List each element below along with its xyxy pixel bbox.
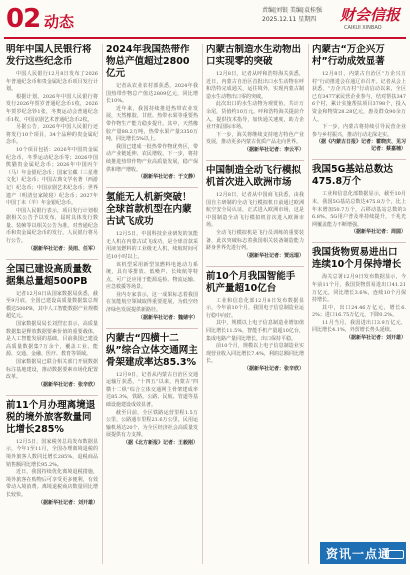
article-paragraph: 工业和信息化部12月8日发布数据显示，今年前10个月，我国电子信息制造业运行稳中向好。 (206, 297, 304, 319)
article-divider (6, 395, 98, 396)
column-1 (6, 44, 98, 564)
article-paragraph: 工业和信息化部数据显示，截至10月末，我国5G基站总数达475.8万个，比上年末增加50.7万个，占移动基站总数的36.8%。5G用户普及率持续提升，千兆光网覆盖能力不断增强。 (312, 191, 406, 228)
article-paragraph: 海关总署12月9日发布数据显示，今年前11个月，我国货物贸易进出口41.21万亿元，同比增长3.6%，连续10个月保持增长。 (312, 274, 406, 304)
article (312, 247, 406, 342)
header-info (262, 6, 322, 24)
column-divider (308, 44, 309, 564)
article-paragraph: 12月5日，国家税务总局发布数据显示，今年1至11月，全国办理离境退税的境外旅客人数同比增长285%，退税商品销售额同比增长95.2%。 (6, 438, 98, 468)
article-paragraph: 该机型采用新型氢燃料电池动力系统，具有零排放、低噪声、长续航等特点，可广泛应用于能源巡检、物流运输、应急救援等场景。 (106, 261, 198, 291)
article-paragraph: 记者从农业农村部获悉，2024年我国热带作物总产值达2809亿元，同比增长10%。 (106, 83, 198, 105)
article-divider (6, 259, 98, 260)
article-credit: （据新华社记者：魏婧宇） (137, 314, 198, 321)
article-paragraph: 中国人民银行表示，项目发行计划根据相关公告予以发布，届时具体发行数量、装帧等以相关公告为准。对普通纪念币和贵金属纪念币的发行，人民银行将另行公告。 (6, 207, 98, 245)
article-paragraph: 前10个月，规模以上电子信息制造业实现营业收入同比增长7.4%，利润总额同比增长。 (206, 343, 304, 365)
masthead-logo-subtitle: CAIKUI XINBAO (344, 25, 382, 31)
article-credit: （据《北方新报》记者：王毅刚） (122, 440, 198, 446)
article-credit: （据新华社记者：周圆） (350, 229, 406, 236)
article-paragraph: 此次出口的水生动物为观赏鱼，共计万余尾，货值约10万元。呼和浩特海关提前介入，提供技术指导，加快通关速度，助力企业开拓国际市场。 (206, 101, 304, 131)
column-4 (312, 44, 406, 538)
page-number: 02 (6, 4, 41, 34)
article-paragraph: 我国已建成一批热带作物优势区，带动产业链延伸、农民增收。下一步，将持续推进热带作物产业高质量发展，稳产保供和增产增收。 (106, 143, 198, 173)
article-credit: （据《内蒙古日报》记者：霍晓庆、见习记者：蔡嘉楠） (315, 139, 406, 153)
article-paragraph: 其中，出口24.46万亿元，增长6.2%；进口16.75万亿元，下降0.2%。 (312, 304, 406, 319)
article (312, 44, 406, 153)
article-paragraph: 全动飞行模拟机是飞行员训练的重要装备，此次突破标志着我国相关装备制造能力跻身世界先进行列。 (206, 229, 304, 252)
date-line: 2025.12.11 星期四 (262, 16, 317, 23)
article-credit: （据新华社记者：贾远琨） (243, 252, 304, 259)
article-paragraph: 近日，我国持续优化离境退税措施，境外旅客在购物后可享受更多便利，有效带动入境消费。离境退税商店数量同比增长较快。 (6, 469, 98, 498)
article-paragraph: 业内专家表示，这一成果标志着我国在氢能航空领域取得重要进展，为低空经济绿色发展提供新路径。 (106, 291, 198, 314)
article-title: 2024年我国热带作物总产值超过2800亿元 (106, 44, 190, 79)
editor-line: 责编|刘银 美编|袁桂强 (262, 7, 322, 14)
column-3 (206, 44, 304, 564)
article-credit: （据新华社记者：刘开雄） (345, 335, 406, 342)
article (6, 400, 98, 507)
article-paragraph: 11月当月，我国进出口3.9万亿元，同比增长4.1%，外贸增长势头延续。 (312, 319, 406, 334)
article (206, 271, 304, 373)
article-paragraph: 10个项目包括：2026年中国贵金属纪念币，冬季运动纪念币等；2026中国熊猫贵金属纪念币；2026年中国丙午（马）年金银纪念币；国家宝藏（三星堆文化）纪念币；中国古典文学名著（西游记）纪念币；中国京剧艺术纪念币；世界遗产（明清皇家陵寝）纪念币；2027年中国丁未（羊）年金银纪念币。 (6, 146, 98, 207)
article (6, 264, 98, 389)
article-paragraph: 根据计划，2026年中国人民银行将发行2026年贺岁普通纪念币1枚，2026年贺岁纪念钞1张，冬奥运动会普通纪念币1枚，中国京剧艺术普通纪念币2枚。 (6, 93, 98, 123)
article-divider (312, 242, 406, 243)
article-paragraph: 国家数据局已联合相关部门开展数据标注基地建设，推动数据要素市场化配置改革。 (6, 359, 98, 381)
article-paragraph: 记者12月8日从国家数据局获悉，截至9月底，全国已建设高质量数据集总规模达500PB，其中人工智能数据产业规模超亿元。 (6, 290, 98, 320)
masthead-logo: 财会信报 (340, 6, 401, 24)
article-title: 中国制造全动飞行模拟机首次进入欧洲市场 (206, 164, 302, 188)
article-paragraph: 其中，规模以上电子信息制造业增加值同比增长11.5%，智能手机产量超10亿台，集成电路产量同比增长，出口保持平稳。 (206, 320, 304, 342)
column-divider (202, 44, 203, 564)
article-paragraph: 近年来，我国持续推进热带农业发展，天然橡胶、甘蔗、热带水果等重要热带作物生产能力稳步提升。其中，天然橡胶产量88.2万吨，热带水果产量3350万吨，同比增长5%以上。 (106, 105, 198, 143)
header-rule (4, 37, 406, 39)
article-paragraph: 12月5日，中国科技企业研发的氢能无人机在内蒙古试飞成功，是全球首款采用液氢燃料的工业级无人机，续航时间可达10小时以上。 (106, 231, 198, 260)
article-divider (106, 187, 198, 188)
article-title: 内蒙古“万企兴万村”行动成效显著 (312, 44, 385, 67)
article-divider (206, 266, 304, 267)
article (6, 44, 98, 253)
article-credit: （据新华社记者：于文静） (137, 174, 198, 181)
article-credit: （据新华社记者：刘开雄） (37, 499, 98, 506)
article (106, 192, 198, 322)
article-title: 前10个月我国智能手机产量超10亿台 (206, 270, 296, 294)
article-paragraph: 另据公告，2026年中国人民银行还将发行10个项目，34个品种的贵金属纪念币。 (6, 124, 98, 146)
article-title: 内蒙古“四横十二纵”综合立体交通网主骨架建成率达85.3% (106, 332, 198, 368)
article-divider (106, 328, 198, 329)
footer-banner-text: 资讯一点通 (326, 547, 392, 561)
article-title: 内蒙古制造水生动物出口实现零的突破 (206, 44, 302, 67)
article-paragraph: 下一步，内蒙古将持续引导民营企业参与乡村振兴，推动行动走深走实。 (312, 124, 406, 138)
article-title: 全国已建设高质量数据集总量超500PB (6, 263, 92, 287)
article-title: 我国5G基站总数达475.8万个 (312, 164, 393, 188)
column-divider (102, 44, 103, 564)
article-paragraph: 12月8日，内蒙古自治区“万企兴万村”行动推进会在通辽市召开。记者从会上获悉，“万企兴万村”行动启动以来，全区已有3477家民营企业参与，结对帮扶3476个村，累计实施帮扶项目3798个，投入资金和物资28.28亿元，惠及群众90余万人。 (312, 71, 406, 123)
article-credit: （据新华社记者：李云平） (243, 146, 304, 153)
article-divider (206, 160, 304, 161)
article-title: 前11个月办理离境退税的境外旅客数量同比增长285% (6, 399, 96, 435)
banner-arrow-icon (386, 550, 404, 559)
article-paragraph: 12月8日，记者从中国商飞获悉，由我国自主研制的全动飞行模拟机日前通过欧洲航空安全局认证，正式进入欧洲市场，这是中国制造全动飞行模拟机首次进入欧洲市场。 (206, 191, 304, 229)
article (206, 165, 304, 260)
article (106, 44, 198, 181)
page-header (0, 0, 410, 36)
column-2 (106, 44, 198, 564)
article-paragraph: 下一步，海关将继续支持地方特色产业发展，推动更多内蒙古优质产品走向世界。 (206, 131, 304, 146)
footer-banner (320, 542, 406, 564)
article-paragraph: 中国人民银行12月8日发布了2026年普通纪念币和贵金属纪念币项目发行计划。 (6, 71, 98, 93)
article-paragraph: 国家数据局局长刘烈宏表示，高质量数据集是释放数据要素价值的重要载体，是人工智能发展的基础。目前我国已建设高质量数据集7万余个，覆盖工业、能源、交通、金融、医疗、教育等领域。 (6, 321, 98, 358)
article-title: 氢能无人机新突破！全球首款机型在内蒙古试飞成功 (106, 192, 192, 228)
section-title: 动态 (44, 13, 75, 31)
article (312, 164, 406, 236)
article-title: 我国货物贸易进出口连续10个月保持增长 (312, 247, 402, 271)
article-paragraph: 12月8日，记者从呼和浩特海关获悉，近日，内蒙古自治区首批出口水生动物在呼和浩特完成通关，运往境外，实现内蒙古制造水生动物出口零的突破。 (206, 71, 304, 100)
article-credit: （据新华社记者：张辛欣） (243, 366, 304, 373)
article-credit: （据新华社记者：吴雨、任军） (27, 245, 98, 252)
article-paragraph: 截至目前，全区铁路运营里程1.5万公里，公路通车里程21.6万公里，民用运输机场达20个，为全区经济社会高质量发展提供有力支撑。 (106, 409, 198, 439)
article-paragraph: 12月9日，记者从内蒙古自治区交通运输厅获悉，“十四五”以来，内蒙古“四横十二纵”综合立体交通网主骨架建成率达85.3%，铁路、公路、民航、管道等基础设施建设成效显著。 (106, 371, 198, 409)
article-divider (312, 159, 406, 160)
article-credit: （据新华社记者：张辛欣） (37, 381, 98, 388)
article (206, 44, 304, 154)
article (106, 333, 198, 447)
article-title: 明年中国人民银行将发行这些纪念币 (6, 44, 92, 67)
